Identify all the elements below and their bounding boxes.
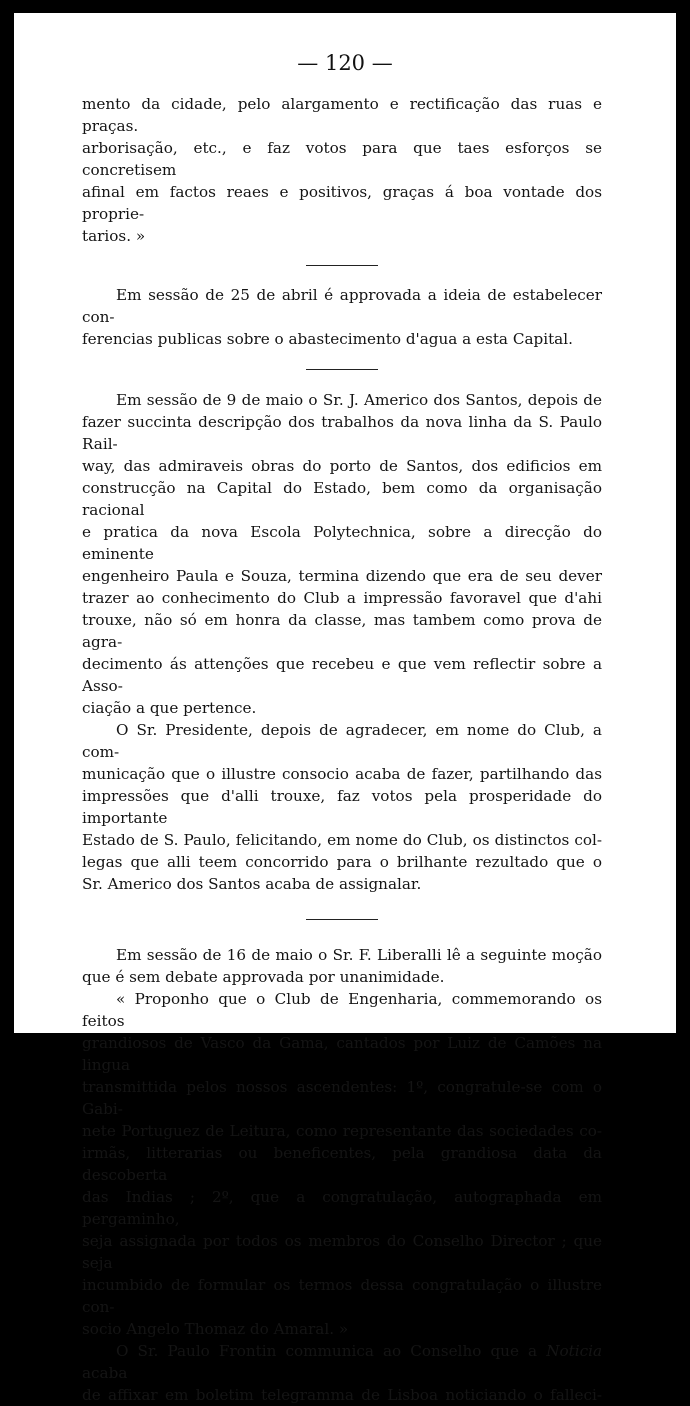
- motion-quote-paragraph: [82, 988, 602, 1340]
- text-line: afinal em factos reaes e positivos, graças á boa vontade dos proprie-: [82, 183, 602, 223]
- text-line: Em sessão de 16 de maio o Sr. F. Liberalli lê a seguinte moção: [116, 946, 602, 964]
- newspaper-title: Noticia: [546, 1342, 602, 1360]
- text-line: engenheiro Paula e Souza, termina dizendo que era de seu dever: [82, 567, 602, 585]
- text-line: das Indias ; 2º, que a congratulação, autographada em pergaminho,: [82, 1188, 602, 1228]
- text-line: que é sem debate approvada por unanimidade.: [82, 968, 445, 986]
- text-line: decimento ás attenções que recebeu e que vem reflectir sobre a Asso-: [82, 655, 602, 695]
- text-line: legas que alli teem concorrido para o brilhante rezultado que o: [82, 853, 602, 871]
- text-line: e pratica da nova Escola Polytechnica, sobre a direcção do eminente: [82, 523, 602, 563]
- text-line: « Proponho que o Club de Engenharia, commemorando os feitos: [82, 990, 602, 1030]
- president-reply-paragraph: [82, 719, 602, 895]
- text-fragment: acaba: [82, 1364, 128, 1382]
- text-line: municação que o illustre consocio acaba de fazer, partilhando das: [82, 765, 602, 783]
- frontin-paragraph: [82, 1340, 602, 1406]
- text-line: [82, 1340, 602, 1384]
- text-line: seja assignada por todos os membros do Conselho Director ; que seja: [82, 1232, 602, 1272]
- text-line: socio Angelo Thomaz do Amaral. »: [82, 1320, 349, 1338]
- page-number: — 120 —: [297, 51, 393, 75]
- text-line: Em sessão de 9 de maio o Sr. J. Americo dos Santos, depois de: [116, 391, 602, 409]
- text-line: incumbido de formular os termos dessa congratulação o illustre con-: [82, 1276, 602, 1316]
- text-line: tarios. »: [82, 227, 146, 245]
- text-line: O Sr. Presidente, depois de agradecer, em nome do Club, a com-: [82, 721, 602, 761]
- session-april-25-paragraph: [82, 284, 602, 350]
- text-line: trazer ao conhecimento do Club a impressão favoravel que d'ahi: [82, 589, 602, 607]
- session-may-16-paragraph: [82, 944, 602, 988]
- text-line: trouxe, não só em honra da classe, mas tambem como prova de agra-: [82, 611, 602, 651]
- text-line: Estado de S. Paulo, felicitando, em nome do Club, os distinctos col-: [82, 831, 602, 849]
- text-line: way, das admiraveis obras do porto de Santos, dos edificios em: [82, 457, 602, 475]
- text-line: arborisação, etc., e faz votos para que taes esforços se concretisem: [82, 139, 602, 179]
- text-line: Sr. Americo dos Santos acaba de assignalar.: [82, 875, 422, 893]
- session-may-9-paragraph: [82, 389, 602, 719]
- text-line: transmittida pelos nossos ascendentes: 1º, congratule-se com o Gabi-: [82, 1078, 602, 1118]
- page-body: [82, 93, 602, 1406]
- text-line: grandiosos de Vasco da Gama, cantados por Luiz de Camões na lingua: [82, 1034, 602, 1074]
- document-page: [14, 13, 676, 1404]
- text-line: ciação a que pertence.: [82, 699, 257, 717]
- text-line: irmãs, litterarias ou beneficentes, pela grandiosa data da descoberta: [82, 1144, 602, 1184]
- text-line: mento da cidade, pelo alargamento e rectificação das ruas e praças.: [82, 95, 602, 135]
- text-line: de affixar em boletim telegramma de Lisboa noticiando o falleci-: [82, 1386, 602, 1404]
- text-line: impressões que d'alli trouxe, faz votos pela prosperidade do importante: [82, 787, 602, 827]
- text-line: fazer succinta descripção dos trabalhos da nova linha da S. Paulo Rail-: [82, 413, 602, 453]
- text-line: construcção na Capital do Estado, bem como da organisação racional: [82, 479, 602, 519]
- text-fragment: O Sr. Paulo Frontin communica ao Conselho que a: [116, 1342, 547, 1360]
- text-line: nete Portuguez de Leitura, como representante das sociedades co-: [82, 1122, 602, 1140]
- text-line: Em sessão de 25 de abril é approvada a ideia de estabelecer con-: [82, 286, 602, 326]
- text-line: ferencias publicas sobre o abastecimento d'agua a esta Capital.: [82, 330, 573, 348]
- continuation-paragraph: [82, 93, 602, 247]
